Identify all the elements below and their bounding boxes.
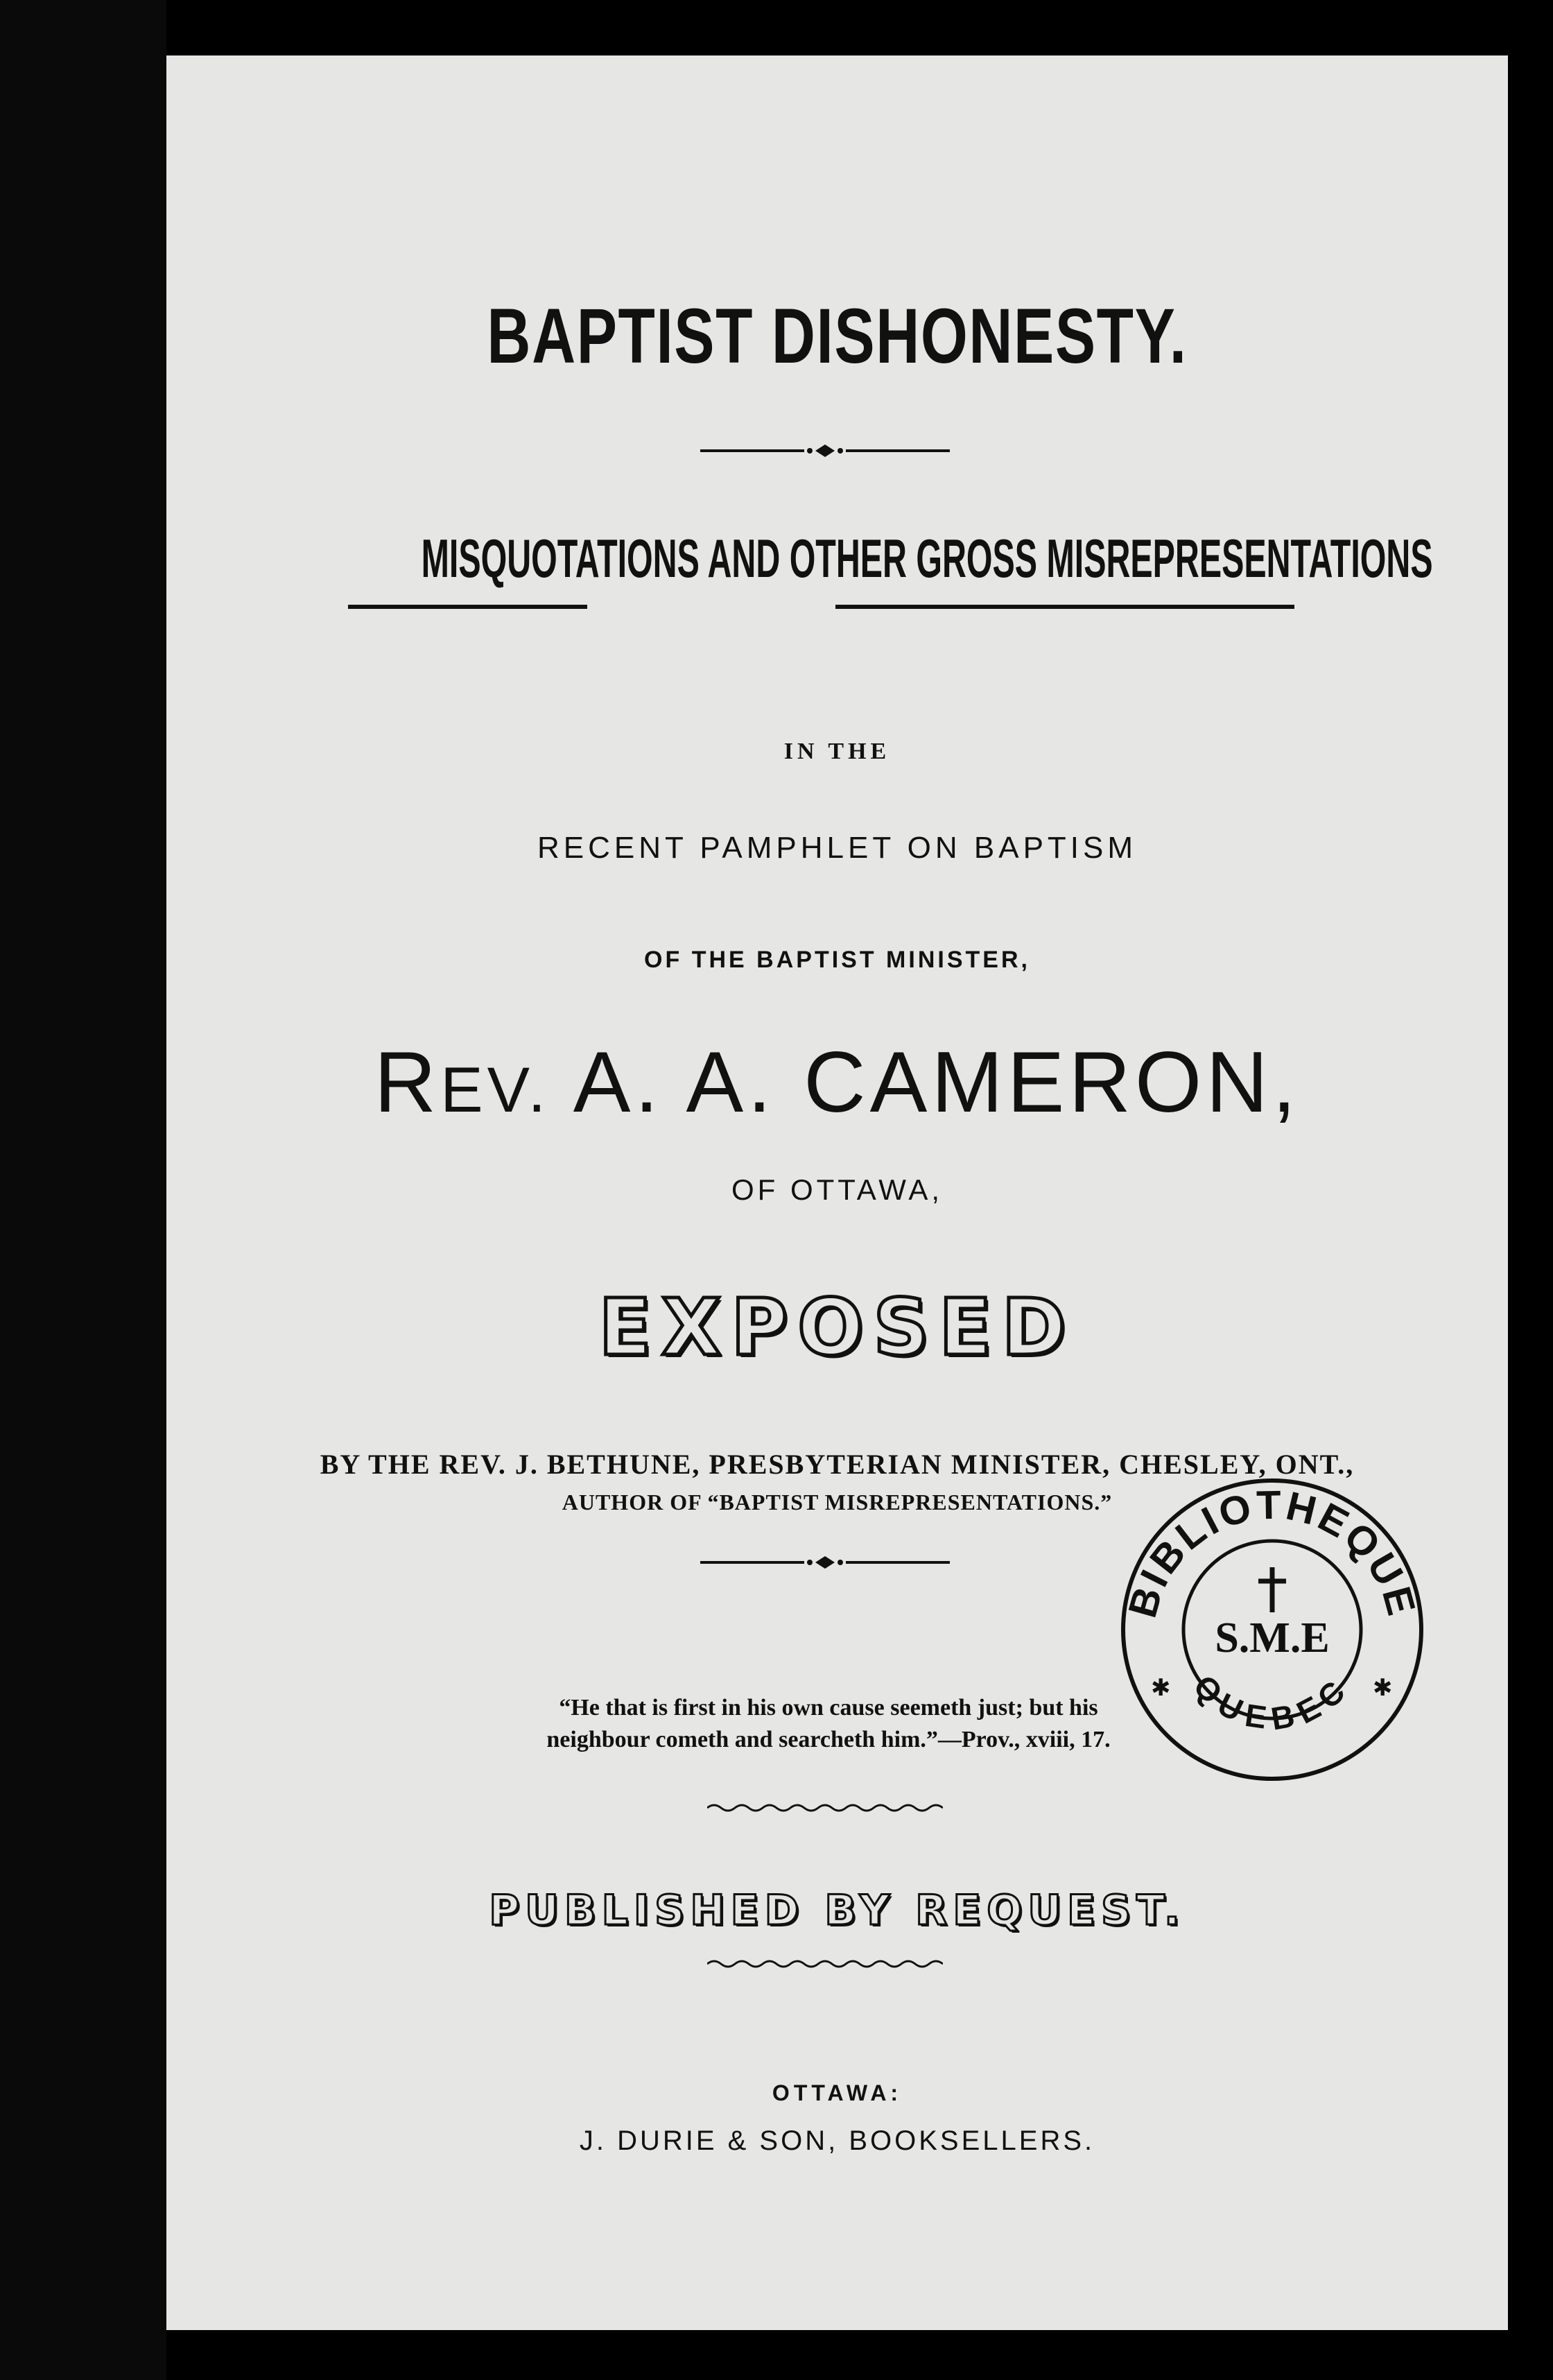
name-prefix-small: EV. [440, 1055, 550, 1126]
quote-line-1: “He that is first in his own cause seemeth just; but his [559, 1695, 1098, 1721]
book-spine [0, 0, 166, 2380]
of-ottawa-line: OF OTTAWA, [731, 1173, 944, 1206]
of-the-minister-line: OF THE BAPTIST MINISTER, [644, 947, 1030, 973]
quote-line-2: neighbour cometh and searcheth him.”—Prov., xviii, 17. [546, 1727, 1111, 1752]
author-of-line: AUTHOR OF “BAPTIST MISREPRESENTATIONS.” [562, 1490, 1113, 1515]
wavy-rule-top [707, 1800, 943, 1816]
page-title: BAPTIST DISHONESTY. [487, 293, 1188, 379]
ornament-divider-top [700, 440, 950, 461]
library-stamp [1113, 1470, 1432, 1789]
byline: BY THE REV. J. BETHUNE, PRESBYTERIAN MINISTER, CHESLEY, ONT., [320, 1449, 1355, 1480]
svg-text:QUEBEC [1187, 1668, 1358, 1737]
recent-pamphlet-line: RECENT PAMPHLET ON BAPTISM [537, 831, 1138, 865]
stamp-bottom-text: QUEBEC [1186, 1667, 1358, 1737]
name-prefix: R [374, 1035, 441, 1130]
cross-icon [1258, 1567, 1286, 1612]
underline-misquotations [348, 605, 587, 609]
name-main: A. A. CAMERON, [550, 1035, 1301, 1130]
imprint-publisher: J. DURIE & SON, BOOKSELLERS. [579, 2125, 1095, 2156]
epigraph-quote [482, 1692, 1175, 1756]
exposed-heading: EXPOSED [598, 1283, 1076, 1373]
asterisk-icon: ✱ [1151, 1674, 1171, 1702]
title-page [166, 55, 1508, 2330]
minister-name [166, 1033, 1508, 1132]
in-the-line: IN THE [783, 739, 891, 764]
published-by-request: PUBLISHED BY REQUEST. [489, 1886, 1186, 1935]
ornament-divider-middle [700, 1552, 950, 1573]
underline-gross-misrepresentations [835, 605, 1294, 609]
wavy-rule-bottom [707, 1956, 943, 1972]
subtitle: MISQUOTATIONS AND OTHER GROSS MISREPRESENTATIONS [421, 528, 1433, 589]
stamp-center-text: S.M.E [1215, 1614, 1330, 1662]
stamp-top-text: BIBLIOTHEQUE [1120, 1482, 1425, 1623]
imprint-city: OTTAWA: [772, 2080, 903, 2105]
asterisk-icon: ✱ [1373, 1674, 1393, 1702]
